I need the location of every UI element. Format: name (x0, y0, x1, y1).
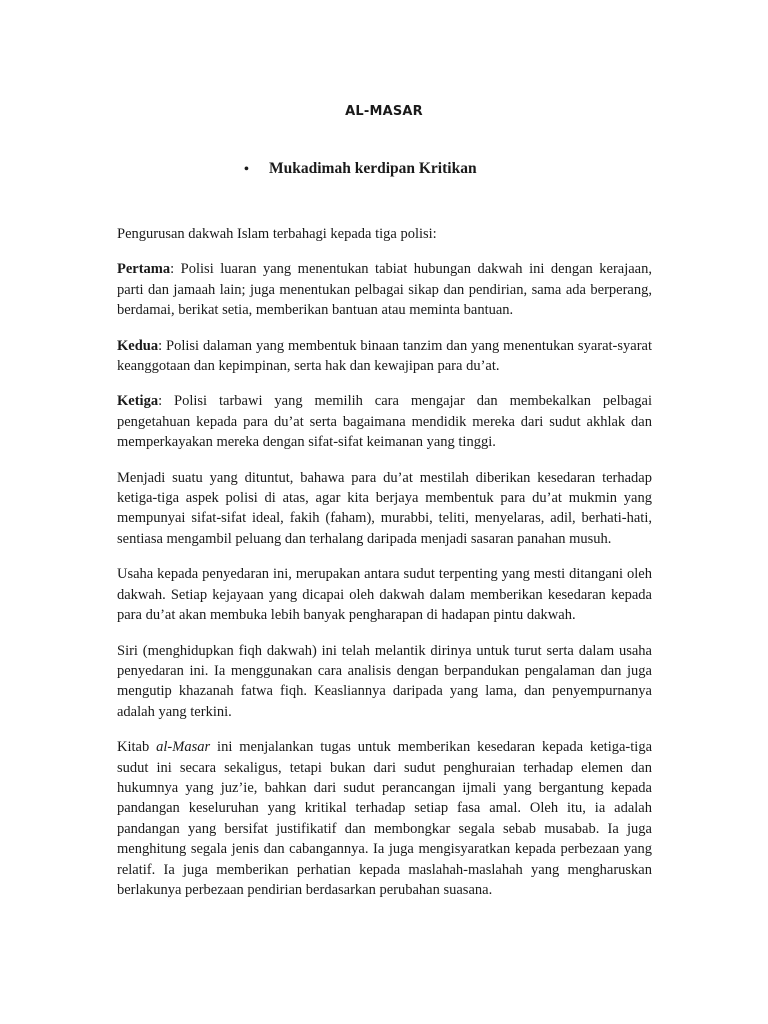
kitab-text: ini menjalankan tugas untuk memberikan kesedaran kepada ketiga-tiga sudut ini secara sekaligus, tetapi bukan dari sudut penghuraian terhadap elemen dan hukumnya yang juz’ie, bahkan dari sudut perancangan ijmali yang bergantung kepada pandangan keseluruhan yang kritikal terhadap setiap fasa amal. Oleh itu, ia adalah pandangan yang bersifat justifikatif dan membongkar segala sebab musabab. Ia juga menghitung segala jenis dan cabangannya. Ia juga mengisyaratkan kepada perbezaan yang relatif. Ia juga memberikan perhatian kepada maslahah-maslahah yang mengharuskan berlakunya perbezaan pendirian berdasarkan perubahan suasana. (117, 739, 653, 898)
paragraph-ketiga (117, 391, 652, 452)
kedua-label: Kedua (117, 337, 159, 354)
paragraph-kitab (117, 737, 652, 900)
intro-paragraph: Pengurusan dakwah Islam terbahagi kepada tiga polisi: (117, 226, 437, 242)
paragraph-usaha: Usaha kepada penyedaran ini, merupakan antara sudut terpenting yang mesti ditangani oleh dakwah. Setiap kejayaan yang dicapai oleh dakwah dalam memberikan kesedaran kepada para du’at akan membuka lebih banyak pengharapan di hadapan pintu dakwah. (117, 566, 652, 624)
subheading-text: Mukadimah kerdipan Kritikan (269, 160, 477, 177)
pertama-label: Pertama (117, 261, 171, 278)
paragraph-kedua (117, 336, 652, 377)
bullet-icon: • (244, 162, 249, 177)
document-body (117, 224, 652, 915)
kedua-text: : Polisi dalaman yang membentuk binaan tanzim dan yang menentukan syarat-syarat keanggotaan dan kepimpinan, serta hak dan kewajipan para du’at. (117, 337, 652, 375)
paragraph-siri: Siri (menghidupkan fiqh dakwah) ini telah melantik dirinya untuk turut serta dalam usaha penyedaran ini. Ia menggunakan cara analisis dengan berpandukan pengalaman dan juga mengutip khazanah fatwa fiqh. Keasliannya daripada yang lama, dan penyempurnanya adalah yang terkini. (117, 642, 652, 720)
pertama-text: : Polisi luaran yang menentukan tabiat hubungan dakwah ini dengan kerajaan, parti dan jamaah lain; juga menentukan pelbagai sikap dan pendirian, sama ada berperang, berdamai, berikat setia, memberikan bantuan atau meminta bantuan. (117, 261, 652, 319)
paragraph-pertama (117, 259, 652, 320)
ketiga-label: Ketiga (117, 393, 159, 410)
book-title: al-Masar (156, 739, 211, 756)
subheading (244, 160, 477, 178)
ketiga-text: : Polisi tarbawi yang memilih cara mengajar dan membekalkan pelbagai pengetahuan kepada para du’at serta bagaimana mendidik mereka dari sudut akhlak dan memperkayakan mereka dengan sifat-sifat keimanan yang tinggi. (117, 393, 652, 451)
kitab-prefix: Kitab (117, 739, 157, 756)
document-title: AL-MASAR (345, 104, 423, 119)
paragraph-menjadi: Menjadi suatu yang dituntut, bahawa para du’at mestilah diberikan kesedaran terhadap ketiga-tiga aspek polisi di atas, agar kita berjaya membentuk para du’at mukmin yang mempunyai sifat-sifat ideal, fakih (faham), murabbi, teliti, menyelaras, adil, berhati-hati, sentiasa mengambil peluang dan terhalang daripada menjadi sasaran panahan musuh. (117, 469, 652, 547)
